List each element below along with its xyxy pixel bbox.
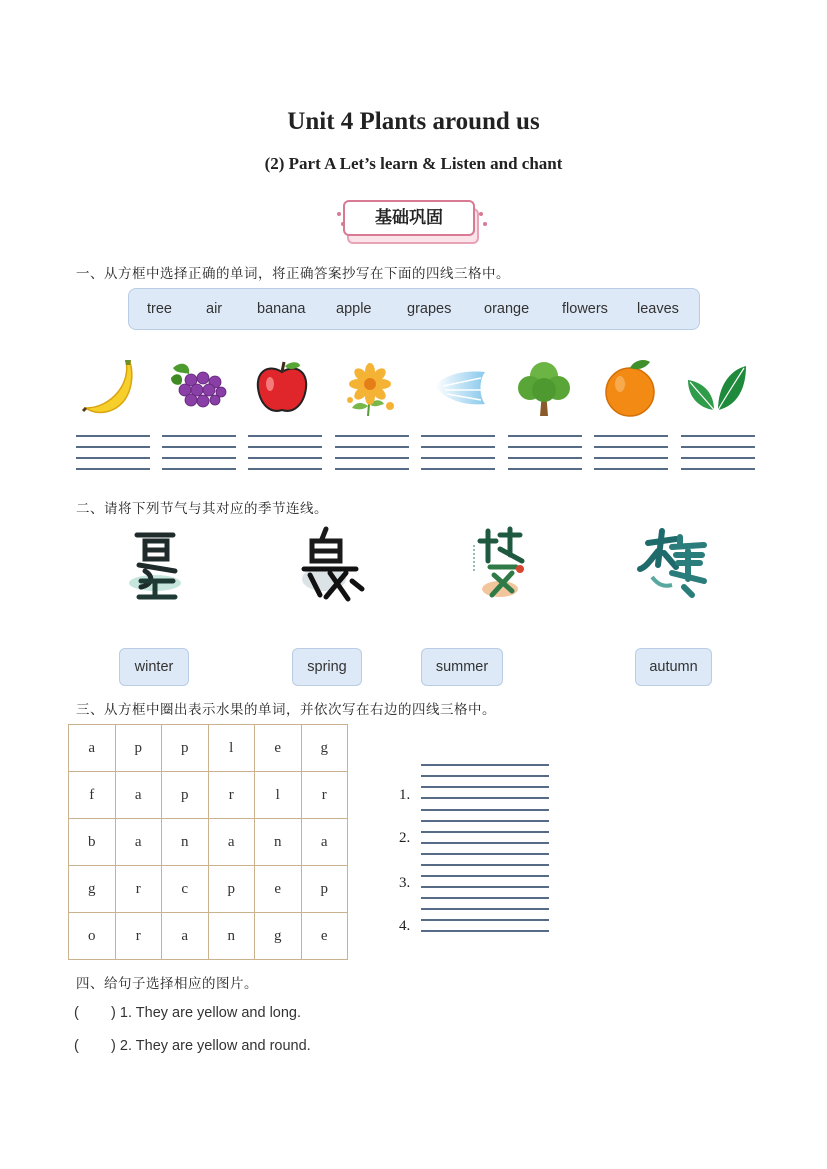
sentence-2 [74, 1038, 311, 1054]
writing-lines[interactable] [508, 435, 582, 469]
word-option: banana [257, 301, 306, 317]
grid-cell[interactable]: e [301, 913, 348, 960]
banana-icon [80, 356, 144, 420]
grid-cell[interactable]: a [69, 725, 116, 772]
writing-lines[interactable] [248, 435, 322, 469]
word-option: grapes [407, 301, 452, 317]
word-option: orange [484, 301, 530, 317]
writing-lines[interactable] [335, 435, 409, 469]
grid-cell[interactable]: g [69, 866, 116, 913]
writing-lines[interactable] [76, 435, 150, 469]
sentence-text: 1. They are yellow and long. [119, 1005, 302, 1021]
season-winter[interactable]: winter [119, 648, 189, 686]
season-autumn[interactable]: autumn [635, 648, 712, 686]
grid-cell[interactable]: p [162, 725, 209, 772]
writing-lines[interactable] [681, 435, 755, 469]
grid-cell[interactable]: p [162, 772, 209, 819]
grid-cell[interactable]: r [115, 866, 162, 913]
grid-cell[interactable]: a [301, 819, 348, 866]
word-option: apple [336, 301, 372, 317]
air-icon [425, 356, 489, 420]
page-title: Unit 4 Plants around us [287, 108, 540, 135]
grid-cell[interactable]: l [208, 725, 255, 772]
answer-number: 1. [399, 787, 411, 803]
leaves-icon [684, 356, 748, 420]
flower-icon [338, 356, 402, 420]
tree-icon [512, 356, 576, 420]
grid-cell[interactable]: r [115, 913, 162, 960]
grid-cell[interactable]: c [162, 866, 209, 913]
section3-instruction: 三、从方框中圈出表示水果的单词，并依次写在右边的四线三格中。 [76, 702, 496, 718]
grid-cell[interactable]: g [301, 725, 348, 772]
word-option: leaves [637, 301, 679, 317]
badge-label: 基础巩固 [343, 200, 475, 236]
grid-cell[interactable]: n [255, 819, 302, 866]
section4-instruction: 四、给句子选择相应的图片。 [76, 976, 258, 992]
answer-number: 3. [399, 875, 411, 891]
orange-icon [598, 356, 662, 420]
letter-grid [68, 724, 348, 960]
section2-instruction: 二、请将下列节气与其对应的季节连线。 [76, 501, 328, 517]
sentence-text: 2. They are yellow and round. [119, 1038, 311, 1054]
apple-icon [250, 356, 314, 420]
answer-bracket[interactable]: ( ) [74, 1005, 116, 1021]
grid-cell[interactable]: e [255, 725, 302, 772]
writing-lines[interactable] [421, 435, 495, 469]
xiazhi-calligraphy-icon [115, 525, 195, 605]
grid-cell[interactable]: a [162, 913, 209, 960]
section1-instruction: 一、从方框中选择正确的单词，将正确答案抄写在下面的四线三格中。 [76, 266, 510, 282]
word-option: tree [147, 301, 172, 317]
answer-bracket[interactable]: ( ) [74, 1038, 116, 1054]
grid-cell[interactable]: n [208, 913, 255, 960]
grid-cell[interactable]: a [115, 819, 162, 866]
page-subtitle: (2) Part A Let’s learn & Listen and chant [264, 154, 563, 173]
grid-cell[interactable]: a [115, 772, 162, 819]
bailu-calligraphy-icon [290, 525, 370, 605]
grid-cell[interactable]: e [255, 866, 302, 913]
writing-lines[interactable] [594, 435, 668, 469]
writing-lines[interactable] [162, 435, 236, 469]
dahan-calligraphy-icon [632, 525, 712, 605]
grid-cell[interactable]: l [255, 772, 302, 819]
grapes-icon [163, 356, 227, 420]
answer-number: 4. [399, 918, 411, 934]
grid-cell[interactable]: n [162, 819, 209, 866]
section-badge [343, 198, 483, 244]
season-summer[interactable]: summer [421, 648, 503, 686]
grid-cell[interactable]: r [301, 772, 348, 819]
grid-cell[interactable]: o [69, 913, 116, 960]
season-spring[interactable]: spring [292, 648, 362, 686]
word-option: flowers [562, 301, 608, 317]
sentence-1 [74, 1005, 301, 1021]
word-box [128, 288, 700, 330]
grid-cell[interactable]: a [208, 819, 255, 866]
grid-cell[interactable]: p [115, 725, 162, 772]
grid-cell[interactable]: g [255, 913, 302, 960]
lixia-calligraphy-icon [460, 525, 540, 605]
grid-cell[interactable]: r [208, 772, 255, 819]
grid-cell[interactable]: p [301, 866, 348, 913]
grid-cell[interactable]: p [208, 866, 255, 913]
grid-cell[interactable]: b [69, 819, 116, 866]
grid-cell[interactable]: f [69, 772, 116, 819]
word-option: air [206, 301, 223, 317]
answer-number: 2. [399, 830, 411, 846]
